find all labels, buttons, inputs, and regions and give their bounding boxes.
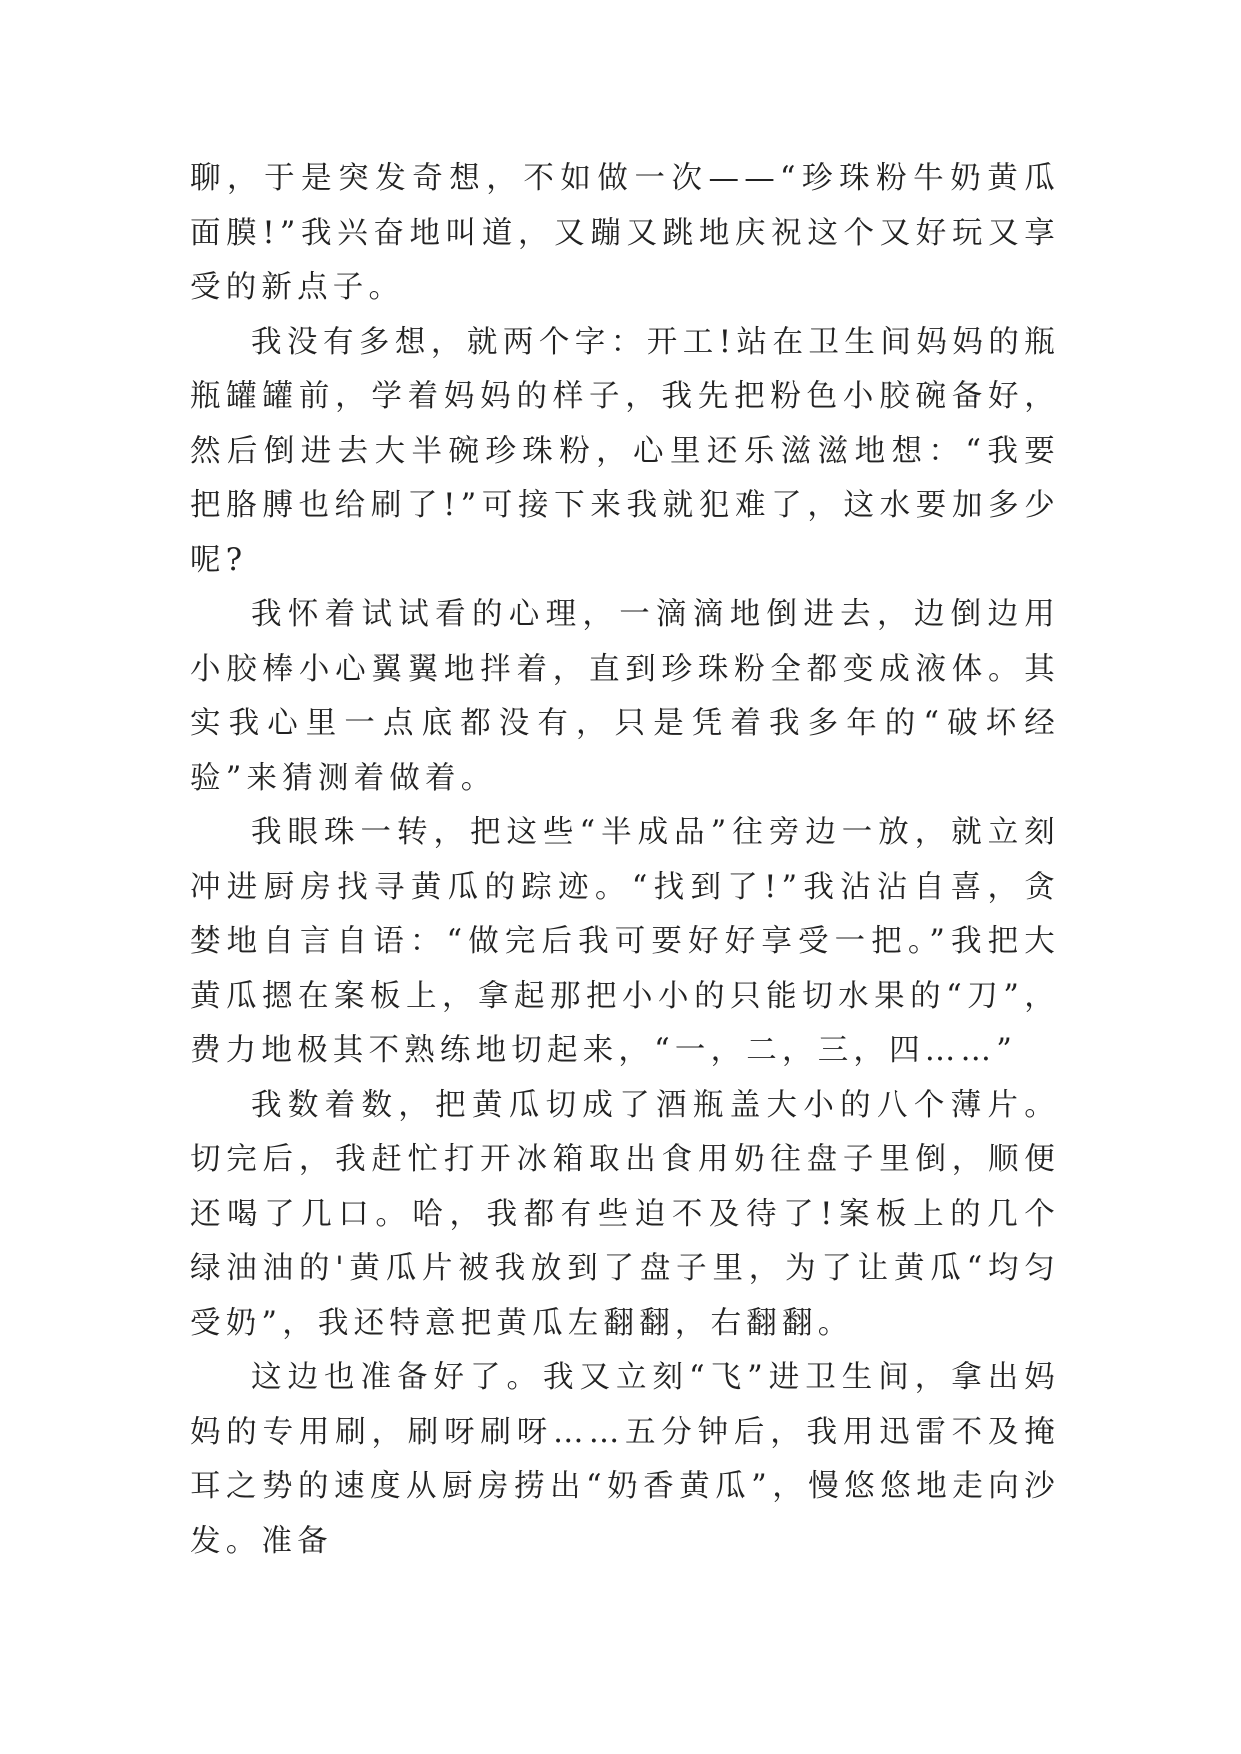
paragraph-4: 我眼珠一转，把这些“半成品”往旁边一放，就立刻冲进厨房找寻黄瓜的踪迹。“找到了!”我沾沾自喜，贪婪地自言自语：“做完后我可要好好享受一把。”我把大黄瓜摁在案板上，拿起那把小小的只能切水果的“刀”，费力地极其不熟练地切起来，“一，二，三，四……”	[190, 815, 1060, 1068]
paragraph-5: 我数着数，把黄瓜切成了酒瓶盖大小的八个薄片。切完后，我赶忙打开冰箱取出食用奶往盘子里倒，顺便还喝了几口。哈，我都有些迫不及待了!案板上的几个绿油油的'黄瓜片被我放到了盘子里，为了让黄瓜“均匀受奶”，我还特意把黄瓜左翻翻，右翻翻。	[190, 1087, 1060, 1341]
paragraph-6: 这边也准备好了。我又立刻“飞”进卫生间，拿出妈妈的专用刷，刷呀刷呀……五分钟后，我用迅雷不及掩耳之势的速度从厨房捞出“奶香黄瓜”，慢悠悠地走向沙发。准备	[190, 1360, 1060, 1559]
paragraph-3: 我怀着试试看的心理，一滴滴地倒进去，边倒边用小胶棒小心翼翼地拌着，直到珍珠粉全都变成液体。其实我心里一点底都没有，只是凭着我多年的“破坏经验”来猜测着做着。	[190, 597, 1060, 796]
paragraph-2: 我没有多想，就两个字：开工!站在卫生间妈妈的瓶瓶罐罐前，学着妈妈的样子，我先把粉色小胶碗备好，然后倒进去大半碗珍珠粉，心里还乐滋滋地想：“我要把胳膊也给刷了!”可接下来我就犯难了，这水要加多少呢?	[190, 324, 1060, 578]
document-body	[190, 152, 1060, 1569]
paragraph-1: 聊，于是突发奇想，不如做一次——“珍珠粉牛奶黄瓜面膜!”我兴奋地叫道，又蹦又跳地庆祝这个又好玩又享受的新点子。	[190, 161, 1060, 305]
